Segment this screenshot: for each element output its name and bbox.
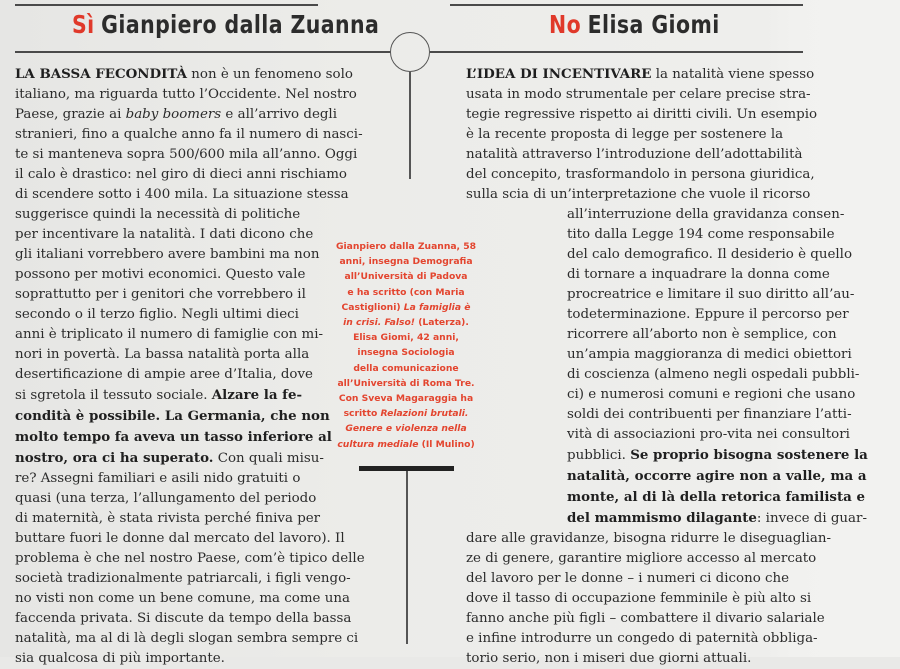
text-run: Paese, grazie ai [15,107,126,122]
no-heading [549,8,720,42]
text-line [15,85,410,105]
text-line [466,265,856,285]
text-line [466,405,856,425]
text-run: all’interruzione della gravidanza consen- [567,207,845,222]
text-line [466,345,856,365]
text-line [466,609,856,629]
text-run: soprattutto per i genitori che vorrebbero il [15,287,306,302]
text-run: (Laterza). [415,317,469,329]
text-line [466,245,856,265]
text-run: fanno anche più figli – combattere il divario salariale [466,611,825,626]
text-run: un’ampia maggioranza di medici obiettori [567,347,852,362]
text-run: vità di associazioni pro-vita nei consultori [567,427,850,442]
text-run: sia qualcosa di più importante. [15,651,225,666]
text-run: tegie regressive rispetto ai diritti civili. Un esempio [466,107,818,122]
text-run: all’Università di Padova [344,271,468,283]
text-run: ricorrere all’aborto non è semplice, con [567,327,837,342]
text-run: italiano, ma riguarda tutto l’Occidente. Nel nostro [15,87,357,102]
text-run: del calo demografico. Il desiderio è quello [567,247,853,262]
text-line [15,469,410,489]
text-run: natalità attraverso l’introduzione dell’adottabilità [466,147,803,162]
bold-run: nostro, ora ci ha superato. [15,450,214,466]
text-line [15,609,410,629]
text-run: natalità, ma al di là degli slogan sembra sempre ci [15,631,359,646]
text-run: all’Università di Roma Tre. [337,377,475,389]
text-run: : invece di guar- [756,511,867,526]
text-line [466,629,856,649]
text-run: il calo è drastico: nel giro di dieci anni rischiamo [15,167,347,182]
text-line [291,315,521,330]
text-run: torio serio, non i miseri due giorni attuali. [466,651,752,666]
text-line [466,165,856,185]
text-line [291,330,521,345]
bold-run: monte, al di là della retorica familista e [567,489,865,505]
text-run: problema è che nel nostro Paese, com’è tipico delle [15,551,365,566]
bold-run: L’IDEA DI INCENTIVARE [466,66,652,82]
text-line [466,64,856,85]
text-run: della comunicazione [353,362,459,374]
header-rule-left [15,51,391,53]
text-run: per incentivare la natalità. I dati dicono che [15,227,314,242]
text-line [466,125,856,145]
text-line [291,239,521,254]
text-run: buttare fuori le donne dal mercato del lavoro). Il [15,531,345,546]
text-run: soldi dei contribuenti per finanziare l’atti- [567,407,852,422]
top-rule-left [15,4,318,6]
text-run: scritto [343,408,381,420]
text-run: sulla scia di un’interpretazione che vuole il ricorso [466,187,811,202]
text-line [15,649,410,669]
text-line [466,466,867,487]
yes-vote-label: Sì [72,10,95,39]
text-run: desertificazione di ampie aree d’Italia, dove [15,367,313,382]
text-run: società tradizionalmente patriarcali, i figli vengo- [15,571,351,586]
no-author: Elisa Giomi [587,10,720,39]
text-run: del concepito, trasformandolo in persona giuridica, [466,167,815,182]
text-run: anni è triplicato il numero di famiglie con mi- [15,327,324,342]
text-line [15,509,410,529]
text-run: anni, insegna Demografia [339,256,473,268]
text-run: è la recente proposta di legge per sostenere la [466,127,784,142]
text-line [466,529,856,549]
text-run: Con Sveva Magaraggia ha [338,393,474,405]
text-run: dove il tasso di occupazione femminile è più alto si [466,591,812,606]
text-run: suggerisce quindi la necessità di politiche [15,207,301,222]
text-run: quasi (una terza, l’allungamento del periodo [15,491,317,506]
text-run: e ha scritto (con Maria [347,286,465,298]
text-line [466,508,867,529]
text-run: gli italiani vorrebbero avere bambini ma non [15,247,320,262]
text-run: secondo o il terzo figlio. Negli ultimi dieci [15,307,299,322]
text-run: e infine introdurre un congedo di paternità obbliga- [466,631,818,646]
text-run: procreatrice e limitare il suo diritto all’au- [567,287,855,302]
page-margin [858,0,900,657]
text-line [466,445,868,466]
italic-run: in crisi. Falso! [343,317,416,329]
italic-run: cultura mediale [337,438,419,450]
text-line [15,489,410,509]
text-line [466,285,856,305]
text-line [466,105,856,125]
italic-run: Genere e violenza nella [345,423,467,435]
text-line [15,145,410,165]
text-line [15,629,410,649]
text-line [466,225,856,245]
no-article-body [466,64,868,669]
text-run: pubblici. [567,448,631,463]
text-run: Castiglioni) [341,301,404,313]
text-run: Gianpiero dalla Zuanna, 58 [335,241,477,252]
text-line [15,549,410,569]
text-line [291,376,521,391]
bold-run: LA BASSA FECONDITÀ [15,66,188,82]
italic-run: Relazioni brutali. [380,408,469,420]
text-run: stranieri, fino a qualche anno fa il numero di nasci- [15,127,363,142]
text-run: ci) e numerosi comuni e regioni che usano [567,387,856,402]
bold-run: del mammismo dilagante [567,510,757,526]
italic-run: La famiglia è [403,301,471,313]
text-run: Con quali misu- [213,451,324,466]
text-line [466,549,856,569]
text-run: tito dalla Legge 194 come responsabile [567,227,835,242]
text-line [15,165,410,185]
text-line [291,345,521,360]
text-run: faccenda privata. Si discute da tempo della bassa [15,611,352,626]
text-line [15,64,410,85]
text-run: si sgretola il tessuto sociale. [15,388,212,403]
no-vote-label: No [549,10,582,39]
text-run: (Il Mulino) [418,438,475,450]
yes-heading [72,8,379,42]
text-run: Elisa Giomi, 42 anni, [353,332,459,344]
text-run: usata in modo strumentale per celare precise stra- [466,87,811,102]
bold-run: Alzare la fe- [211,387,303,403]
text-run: del lavoro per le donne – i numeri ci dicono che [466,571,790,586]
text-line [466,305,856,325]
text-run: di scendere sotto i 400 mila. La situazione stessa [15,187,349,202]
text-run: la natalità viene spesso [651,67,815,82]
text-line [466,425,856,445]
text-line [466,205,856,225]
yes-author: Gianpiero dalla Zuanna [101,10,380,39]
text-line [15,185,410,205]
text-line [291,300,521,315]
bold-run: natalità, occorre agire non a valle, ma a [567,468,867,484]
text-line [291,437,521,452]
text-line [466,569,856,589]
italic-run: baby boomers [125,107,222,122]
text-run: nori in povertà. La bassa natalità porta alla [15,347,310,362]
text-run: re? Assegni familiari e asili nido gratuiti o [15,471,301,486]
text-run: dare alle gravidanze, bisogna ridurre le diseguaglian- [466,531,831,546]
text-run: insegna Sociologia [357,347,455,359]
text-line [15,105,410,125]
text-line [466,589,856,609]
text-line [291,361,521,376]
text-run: te si manteneva sopra 500/600 mila all’anno. Oggi [15,147,358,162]
bold-run: Se proprio bisogna sostenere la [630,447,868,463]
text-line [15,125,410,145]
bold-run: molto tempo fa aveva un tasso inferiore al [15,429,332,445]
text-run: non è un fenomeno solo [187,67,353,82]
text-line [466,325,856,345]
text-run: e all’arrivo degli [221,107,337,122]
text-run: possono per motivi economici. Questo vale [15,267,306,282]
text-line [291,285,521,300]
text-run: di coscienza (almeno negli ospedali pubbli- [567,367,860,382]
text-line [466,487,865,508]
text-line [15,589,410,609]
text-line [466,145,856,165]
text-line [291,254,521,269]
text-line [466,649,856,669]
text-line [291,269,521,284]
text-run: todeterminazione. Eppure il percorso per [567,307,849,322]
bold-run: condità è possibile. La Germania, che non [15,408,330,424]
text-run: ze di genere, garantire migliore accesso al mercato [466,551,817,566]
text-line [291,391,521,406]
text-run: di maternità, è stata rivista perché finiva per [15,511,321,526]
text-line [291,421,521,436]
text-run: di tornare a inquadrare la donna come [567,267,830,282]
text-line [15,529,410,549]
text-line [15,205,410,225]
text-line [466,365,860,385]
text-line [291,406,521,421]
authors-bio-caption [291,239,521,452]
header-rule-right [430,51,803,53]
text-line [466,385,856,405]
text-line [466,185,856,205]
text-line [466,85,856,105]
text-run: no visti non come un bene comune, ma come una [15,591,350,606]
top-rule-right [450,4,803,6]
text-line [15,569,410,589]
